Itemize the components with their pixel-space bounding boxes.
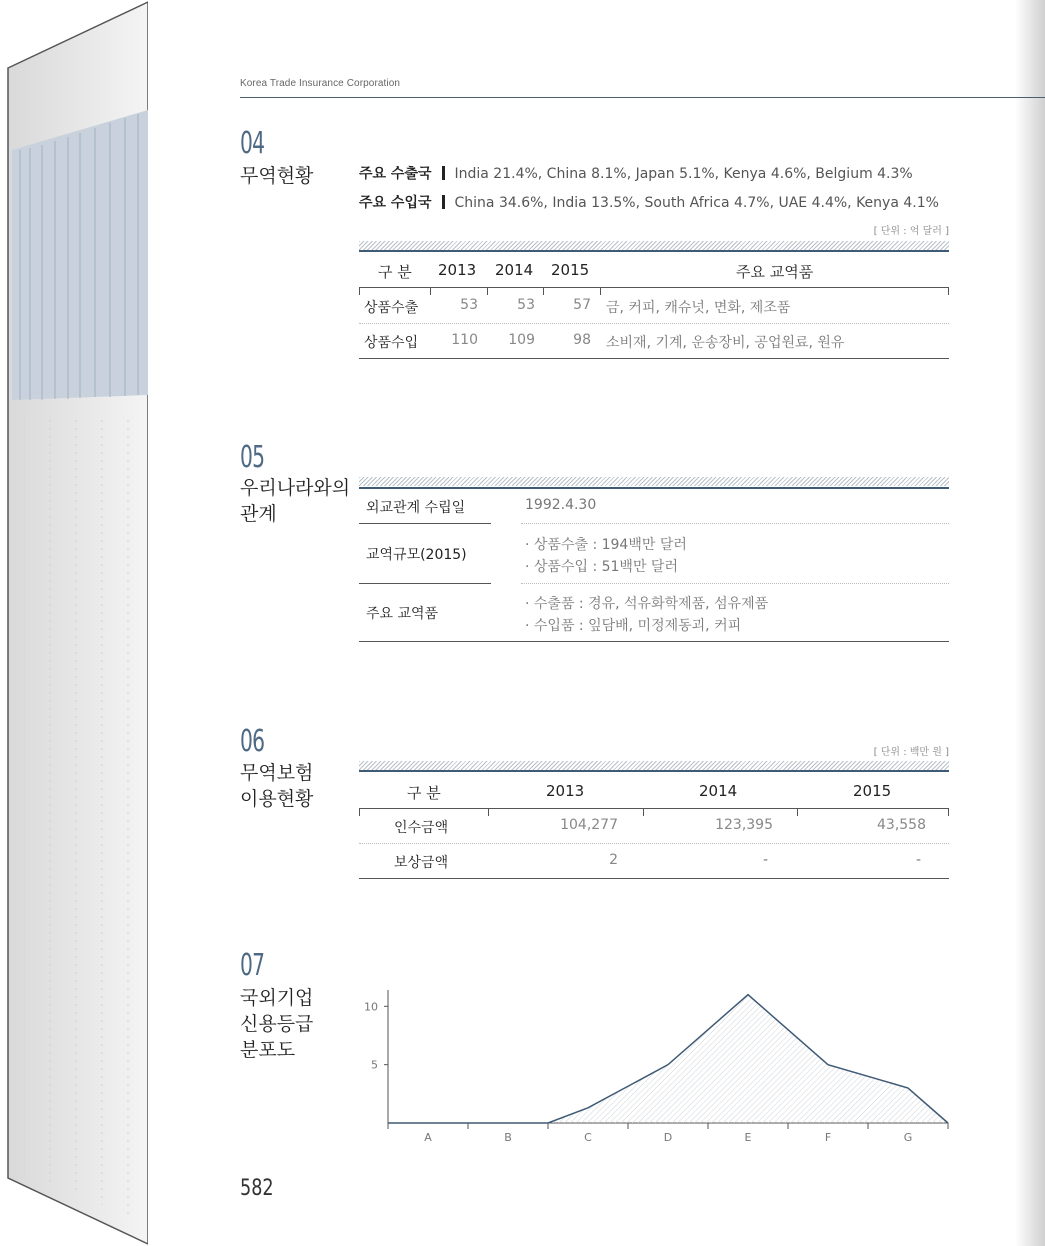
y-tick-label: 10	[364, 1000, 378, 1014]
x-tick-label: D	[663, 1131, 673, 1144]
table-top-rule	[359, 250, 949, 252]
col-header-2014: 2014	[699, 782, 738, 800]
book-edge-decoration	[0, 0, 150, 1246]
value-2014: -	[763, 852, 769, 868]
table-top-rule	[359, 487, 949, 489]
section-04-title: 무역현황	[240, 165, 314, 187]
table-bottom-rule	[359, 641, 949, 642]
row-label: 외교관계 수립일	[366, 500, 466, 516]
column-tick	[948, 808, 949, 816]
col-header-2013: 2013	[546, 782, 585, 800]
row-label: 인수금액	[394, 820, 449, 836]
section-04-number: 04	[240, 126, 265, 161]
diplomatic-date: 1992.4.30	[525, 497, 597, 513]
export-label: 주요 수출국	[359, 166, 432, 182]
table-bottom-rule	[359, 878, 949, 879]
label-column-rule	[359, 523, 491, 524]
column-tick	[359, 808, 360, 816]
col-header-category: 구 분	[407, 784, 441, 802]
label-column-rule	[359, 583, 491, 584]
row-label: 주요 교역품	[366, 606, 439, 622]
section-05-number: 05	[240, 440, 265, 475]
section-06-number: 06	[240, 724, 265, 759]
row-divider	[521, 523, 949, 524]
value-2015: 57	[573, 297, 591, 313]
value-2013: 53	[460, 297, 478, 313]
value-2015: -	[916, 852, 922, 868]
trade-volume-import: · 상품수입 : 51백만 달러	[525, 559, 678, 575]
import-label: 주요 수입국	[359, 195, 432, 211]
section-05-title: 우리나라와의 관계	[240, 477, 351, 525]
col-header-2013: 2013	[438, 261, 477, 279]
x-tick-label: F	[824, 1131, 832, 1144]
table-header-rule	[359, 808, 949, 809]
row-label: 상품수입	[364, 335, 419, 351]
col-header-category: 구 분	[378, 263, 412, 281]
x-tick-label: C	[584, 1131, 592, 1144]
table-hatch-bar	[359, 241, 949, 250]
major-import-countries	[359, 192, 939, 212]
section-07-title: 국외기업 신용등급 분포도	[240, 987, 314, 1061]
value-2013: 104,277	[560, 817, 618, 833]
distribution-area	[388, 995, 948, 1123]
table-hatch-bar	[359, 477, 949, 486]
row-label: 교역규모(2015)	[366, 547, 467, 563]
section-06-title: 무역보험 이용현황	[240, 762, 314, 810]
label-separator	[442, 166, 445, 180]
col-header-items: 주요 교역품	[736, 263, 814, 281]
page-shadow	[1015, 0, 1045, 1246]
x-tick-label: E	[744, 1131, 752, 1144]
section-06-unit: [ 단위 : 백만 원 ]	[873, 747, 949, 758]
running-header: Korea Trade Insurance Corporation	[240, 78, 401, 89]
column-tick	[430, 287, 431, 295]
column-tick	[488, 808, 489, 816]
value-2015: 43,558	[877, 817, 926, 833]
table-header-rule	[359, 287, 949, 288]
column-tick	[487, 287, 488, 295]
label-separator	[442, 195, 445, 209]
row-divider	[359, 323, 949, 324]
value-2014: 123,395	[715, 817, 773, 833]
document-page	[148, 0, 1045, 1246]
x-tick-label: G	[903, 1131, 913, 1144]
value-2014: 109	[508, 332, 535, 348]
col-header-2015: 2015	[551, 261, 590, 279]
export-items: · 수출품 : 경유, 석유화학제품, 섬유제품	[525, 596, 769, 612]
trade-volume-export: · 상품수출 : 194백만 달러	[525, 537, 687, 553]
x-tick-label: B	[504, 1131, 512, 1144]
trade-items: 소비재, 기계, 운송장비, 공업원료, 원유	[606, 335, 845, 351]
value-2015: 98	[573, 332, 591, 348]
import-items: · 수입품 : 잎담배, 미정제동괴, 커피	[525, 618, 742, 634]
trade-items: 금, 커피, 캐슈넛, 면화, 제조품	[606, 300, 791, 316]
page-number: 582	[240, 1176, 274, 1201]
value-2014: 53	[517, 297, 535, 313]
section-04-unit: [ 단위 : 억 달러 ]	[873, 226, 949, 237]
row-divider	[359, 843, 949, 844]
column-tick	[643, 808, 644, 816]
row-label: 보상금액	[394, 855, 449, 871]
import-value: China 34.6%, India 13.5%, South Africa 4.7%, UAE 4.4%, Kenya 4.1%	[454, 195, 939, 211]
column-tick	[600, 287, 601, 295]
col-header-2015: 2015	[853, 782, 892, 800]
table-bottom-rule	[359, 358, 949, 359]
value-2013: 2	[609, 852, 618, 868]
table-hatch-bar	[359, 761, 949, 770]
major-export-countries	[359, 163, 913, 183]
column-tick	[543, 287, 544, 295]
column-tick	[797, 808, 798, 816]
section-07-number: 07	[240, 948, 265, 983]
column-tick	[359, 287, 360, 295]
table-top-rule	[359, 770, 949, 772]
header-rule	[240, 97, 1045, 98]
x-tick-label: A	[424, 1131, 432, 1144]
column-tick	[948, 287, 949, 295]
col-header-2014: 2014	[495, 261, 534, 279]
value-2013: 110	[451, 332, 478, 348]
y-tick-label: 5	[371, 1058, 378, 1072]
row-label: 상품수출	[364, 300, 419, 316]
export-value: India 21.4%, China 8.1%, Japan 5.1%, Kenya 4.6%, Belgium 4.3%	[454, 166, 913, 182]
credit-rating-chart	[348, 980, 958, 1150]
row-divider	[521, 583, 949, 584]
